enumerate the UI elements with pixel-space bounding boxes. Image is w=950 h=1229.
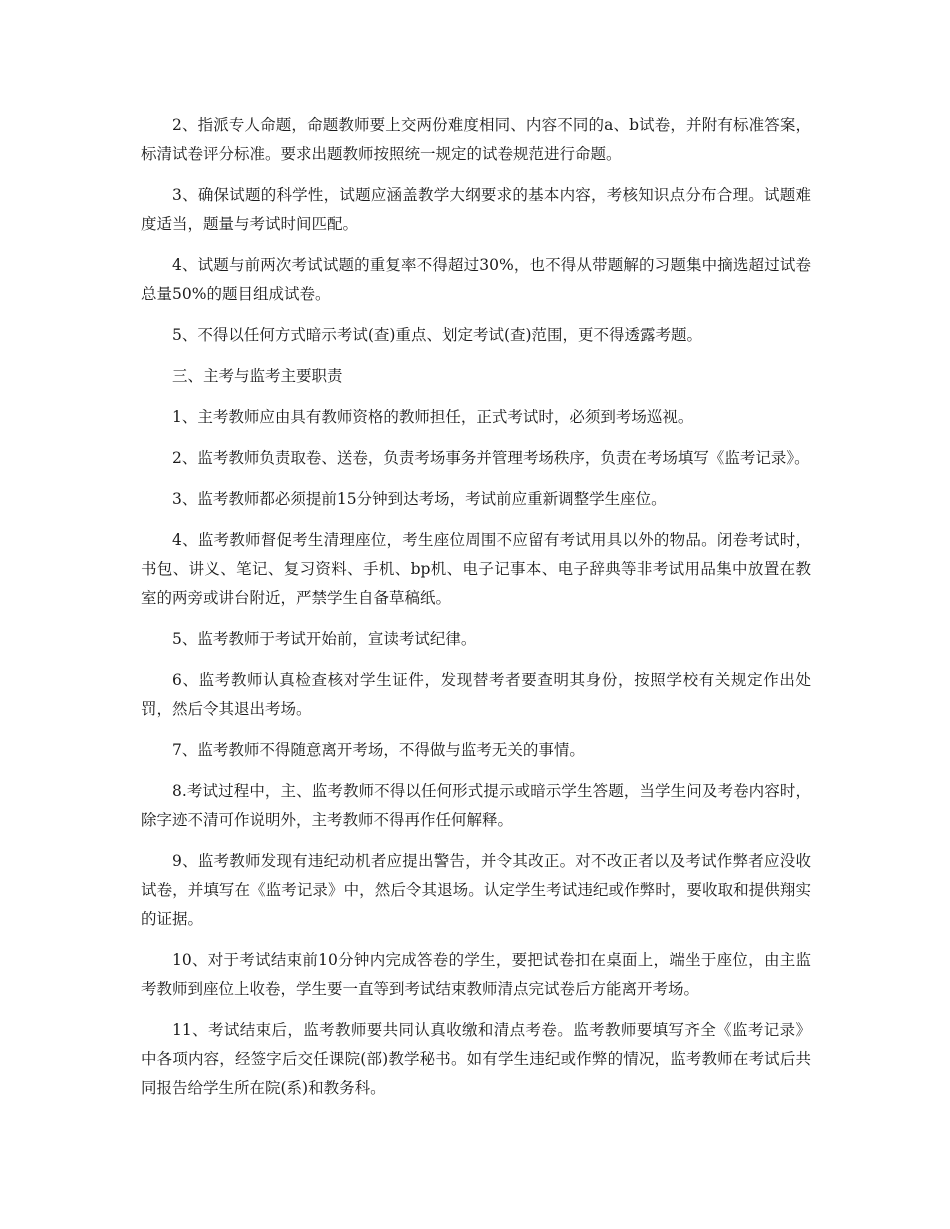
paragraph-duty-7: 7、监考教师不得随意离开考场，不得做与监考无关的事情。 xyxy=(172,741,585,759)
paragraph-duty-6: 6、监考教师认真检查核对学生证件，发现替考者要查明其身份，按照学校有关规定作出处罚，然后令其退出考场。 xyxy=(141,671,811,718)
document-body xyxy=(141,111,811,1115)
paragraph-duty-11: 11、考试结束后，监考教师要共同认真收缴和清点考卷。监考教师要填写齐全《监考记录》中各项内容，经签字后交任课院(部)教学秘书。如有学生违纪或作弊的情况，监考教师在考试后共同报告给学生所在院(系)和教务科。 xyxy=(141,1021,811,1097)
paragraph-duty-8: 8.考试过程中，主、监考教师不得以任何形式提示或暗示学生答题，当学生问及考卷内容时，除字迹不清可作说明外，主考教师不得再作任何解释。 xyxy=(141,782,811,829)
paragraph-duty-2: 2、监考教师负责取卷、送卷，负责考场事务并管理考场秩序，负责在考场填写《监考记录》。 xyxy=(172,449,810,467)
paragraph-item-5-no-hints: 5、不得以任何方式暗示考试(查)重点、划定考试(查)范围，更不得透露考题。 xyxy=(172,326,703,344)
paragraph-item-4-repetition: 4、试题与前两次考试试题的重复率不得超过30%，也不得从带题解的习题集中摘选超过试卷总量50%的题目组成试卷。 xyxy=(141,256,811,303)
paragraph-duty-1: 1、主考教师应由具有教师资格的教师担任，正式考试时，必须到考场巡视。 xyxy=(172,408,694,426)
section-heading-duties: 三、主考与监考主要职责 xyxy=(172,367,343,385)
paragraph-duty-4: 4、监考教师督促考生清理座位，考生座位周围不应留有考试用具以外的物品。闭卷考试时，书包、讲义、笔记、复习资料、手机、bp机、电子记事本、电子辞典等非考试用品集中放置在教室的两旁或讲台附近，严禁学生自备草稿纸。 xyxy=(141,531,811,607)
paragraph-item-3-scientific: 3、确保试题的科学性，试题应涵盖教学大纲要求的基本内容，考核知识点分布合理。试题难度适当，题量与考试时间匹配。 xyxy=(141,186,811,233)
paragraph-duty-5: 5、监考教师于考试开始前，宣读考试纪律。 xyxy=(172,630,477,648)
paragraph-duty-10: 10、对于考试结束前10分钟内完成答卷的学生，要把试卷扣在桌面上，端坐于座位，由主监考教师到座位上收卷，学生要一直等到考试结束教师清点完试卷后方能离开考场。 xyxy=(141,951,811,998)
paragraph-duty-3: 3、监考教师都必须提前15分钟到达考场，考试前应重新调整学生座位。 xyxy=(172,490,667,508)
paragraph-item-2-exam-setting: 2、指派专人命题，命题教师要上交两份难度相同、内容不同的a、b试卷，并附有标准答案，标清试卷评分标准。要求出题教师按照统一规定的试卷规范进行命题。 xyxy=(141,116,811,163)
paragraph-duty-9: 9、监考教师发现有违纪动机者应提出警告，并令其改正。对不改正者以及考试作弊者应没收试卷，并填写在《监考记录》中，然后令其退场。认定学生考试违纪或作弊时，要收取和提供翔实的证据。 xyxy=(141,852,811,928)
